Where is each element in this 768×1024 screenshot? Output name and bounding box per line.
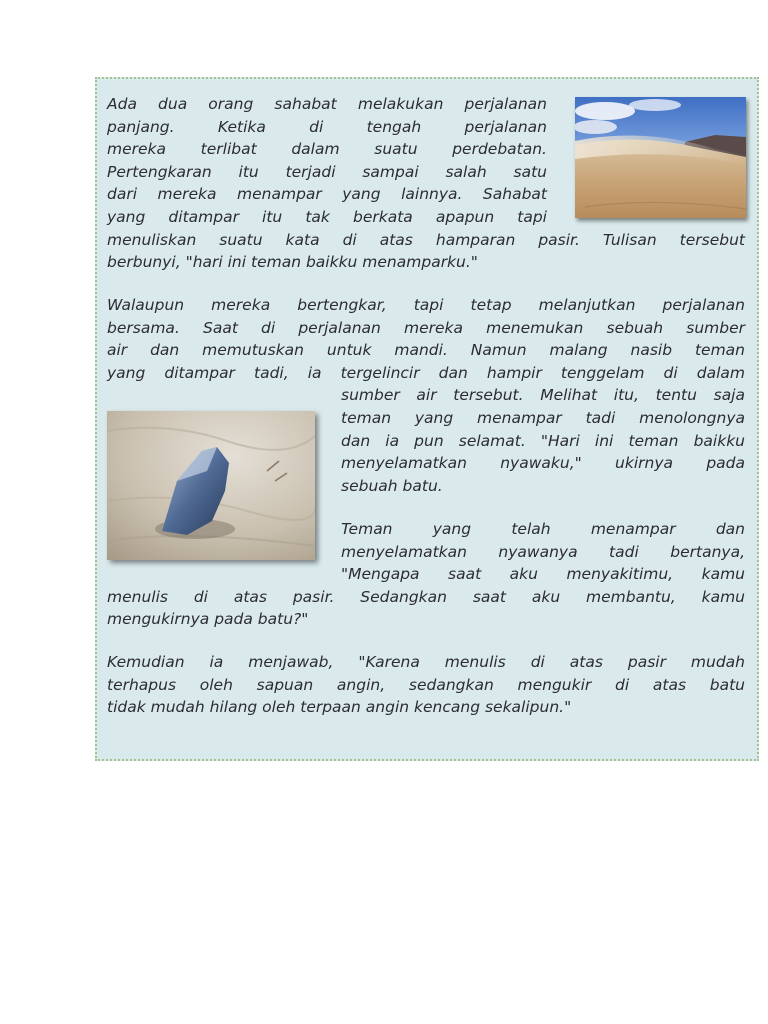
p2-line-7: dan ia pun selamat. "Hari ini teman baikku — [341, 431, 745, 450]
p3-line-3: "Mengapa saat aku menyakitimu, kamu — [341, 565, 745, 584]
desert-photo — [575, 97, 746, 218]
p1-line-2: panjang. Ketika di tengah perjalanan — [107, 117, 547, 136]
p1-line-7: menuliskan suatu kata di atas hamparan pasir. Tulisan tersebut — [107, 230, 745, 249]
p2-line-3: air dan memutuskan untuk mandi. Namun malang nasib teman — [107, 341, 745, 360]
p2-line-8: menyelamatkan nyawaku," ukirnya pada — [341, 454, 745, 473]
p2-line-9: sebuah batu. — [341, 476, 443, 495]
p1-line-8: berbunyi, "hari ini teman baikku menamparku." — [107, 253, 478, 272]
p4-line-3: tidak mudah hilang oleh terpaan angin kencang sekalipun." — [107, 698, 572, 717]
p1-line-5: dari mereka menampar yang lainnya. Sahabat — [107, 185, 547, 204]
p1-line-3: mereka terlibat dalam suatu perdebatan. — [107, 140, 547, 159]
paragraph-3-narrow — [341, 518, 745, 586]
p2-line-1: Walaupun mereka bertengkar, tapi tetap melanjutkan perjalanan — [107, 296, 745, 314]
p4-line-1: Kemudian ia menjawab, "Karena menulis di atas pasir mudah — [107, 653, 745, 671]
paragraph-1 — [107, 93, 547, 229]
p1-line-1: Ada dua orang sahabat melakukan perjalanan — [107, 95, 547, 113]
p1-line-4: Pertengkaran itu terjadi sampai salah satu — [107, 162, 547, 181]
p1-line-6: yang ditampar itu tak berkata apapun tapi — [107, 207, 547, 226]
p4-line-2: terhapus oleh sapuan angin, sedangkan mengukir di atas batu — [107, 675, 745, 694]
p2-line-5: sumber air tersebut. Melihat itu, tentu saja — [341, 386, 745, 405]
p2-line-2: bersama. Saat di perjalanan mereka menemukan sebuah sumber — [107, 318, 745, 337]
paragraph-2-narrow — [341, 384, 745, 497]
p3-line-4: menulis di atas pasir. Sedangkan saat aku membantu, kamu — [107, 587, 745, 606]
stone-photo — [107, 411, 315, 560]
p2-line-6: teman yang menampar tadi menolongnya — [341, 408, 745, 427]
paragraph-3 — [107, 586, 745, 631]
p2-line-4: yang ditampar tadi, ia tergelincir dan hampir tenggelam di dalam — [107, 363, 745, 382]
p3-line-1: Teman yang telah menampar dan — [341, 520, 745, 538]
p3-line-5: mengukirnya pada batu?" — [107, 610, 309, 629]
paragraph-1-wide — [107, 229, 745, 274]
paragraph-4 — [107, 651, 745, 719]
paragraph-2 — [107, 294, 745, 384]
p3-line-2: menyelamatkan nyawanya tadi bertanya, — [341, 542, 745, 561]
